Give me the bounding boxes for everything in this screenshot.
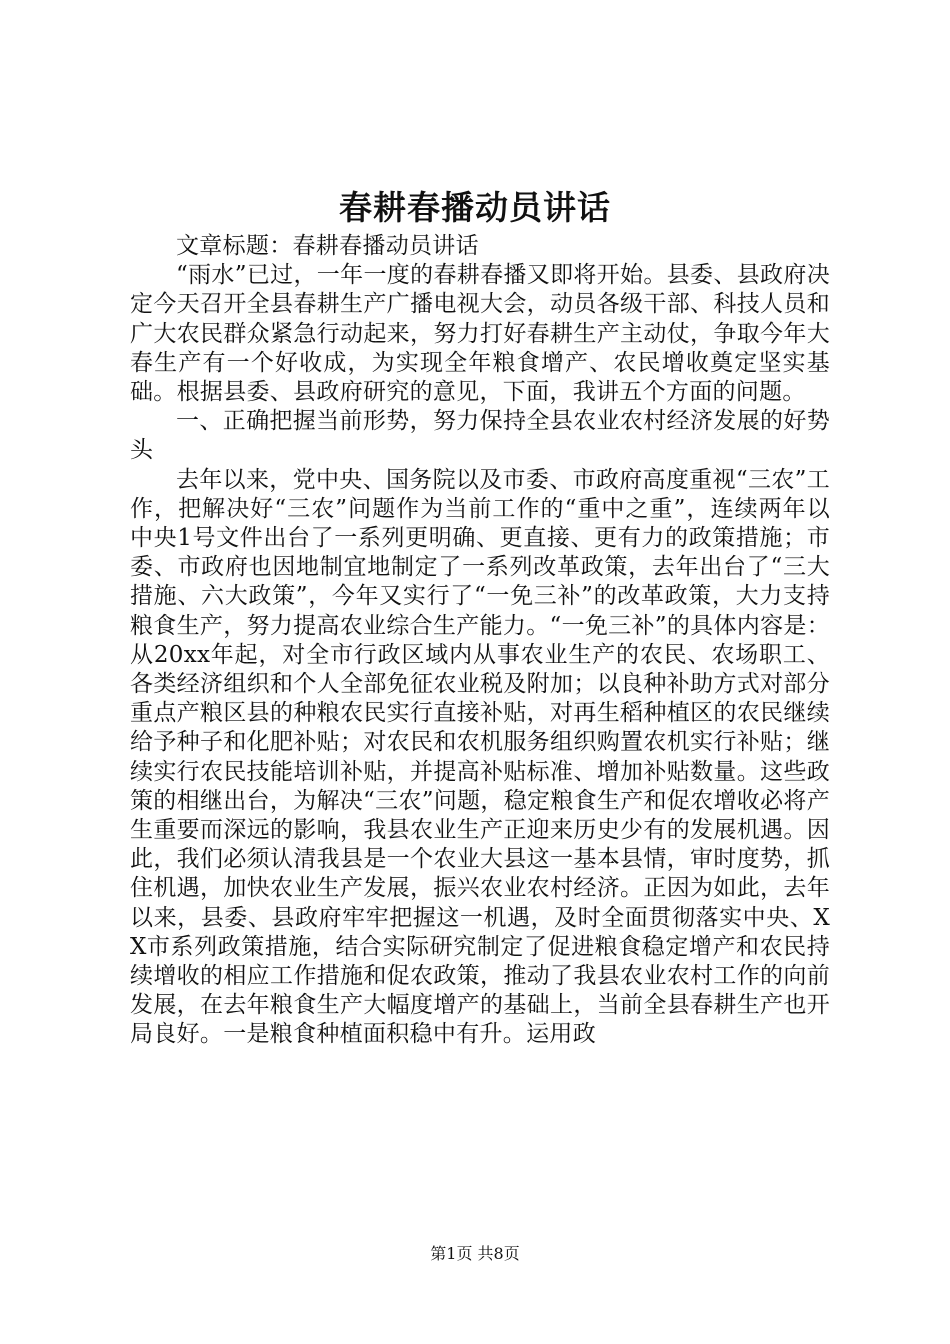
intro-paragraph: “雨水”已过，一年一度的春耕春播又即将开始。县委、县政府决定今天召开全县春耕生产广播电视大会，动员各级干部、科技人员和广大农民群众紧急行动起来，努力打好春耕生产主动仗，争取今年大春生产有一个好收成，为实现全年粮食增产、农民增收奠定坚实基础。根据县委、县政府研究的意见，下面，我讲五个方面的问题。 [130,262,830,406]
body-paragraph: 去年以来，党中央、国务院以及市委、市政府高度重视“三农”工作，把解决好“三农”问题作为当前工作的“重中之重”，连续两年以中央1号文件出台了一系列更明确、更直接、更有力的政策措施；市委、市政府也因地制宜地制定了一系列改革政策，去年出台了“三大措施、六大政策”，今年又实行了“一免三补”的改革政策，大力支持粮食生产，努力提高农业综合生产能力。“一免三补”的具体内容是：从20xx年起，对全市行政区域内从事农业生产的农民、农场职工、各类经济组织和个人全部免征农业税及附加；以良种补助方式对部分重点产粮区县的种粮农民实行直接补贴，对再生稻种植区的农民继续给予种子和化肥补贴；对农民和农机服务组织购置农机实行补贴；继续实行农民技能培训补贴，并提高补贴标准、增加补贴数量。这些政策的相继出台，为解决“三农”问题，稳定粮食生产和促农增收必将产生重要而深远的影响，我县农业生产正迎来历史少有的发展机遇。因此，我们必须认清我县是一个农业大县这一基本县情，审时度势，抓住机遇，加快农业生产发展，振兴农业农村经济。正因为如此，去年以来，县委、县政府牢牢把握这一机遇，及时全面贯彻落实中央、XX市系列政策措施，结合实际研究制定了促进粮食稳定增产和农民持续增收的相应工作措施和促农政策，推动了我县农业农村工作的向前发展，在去年粮食生产大幅度增产的基础上，当前全县春耕生产也开局良好。一是粮食种植面积稳中有升。运用政 [130,466,830,1048]
article-title-line: 文章标题：春耕春播动员讲话 [176,233,479,259]
document-title: 春耕春播动员讲话 [339,188,611,227]
document-body [130,232,830,1050]
section-heading-1: 一、正确把握当前形势，努力保持全县农业农村经济发展的好势头 [130,408,830,464]
page-footer: 第1页 共8页 [430,1244,520,1263]
